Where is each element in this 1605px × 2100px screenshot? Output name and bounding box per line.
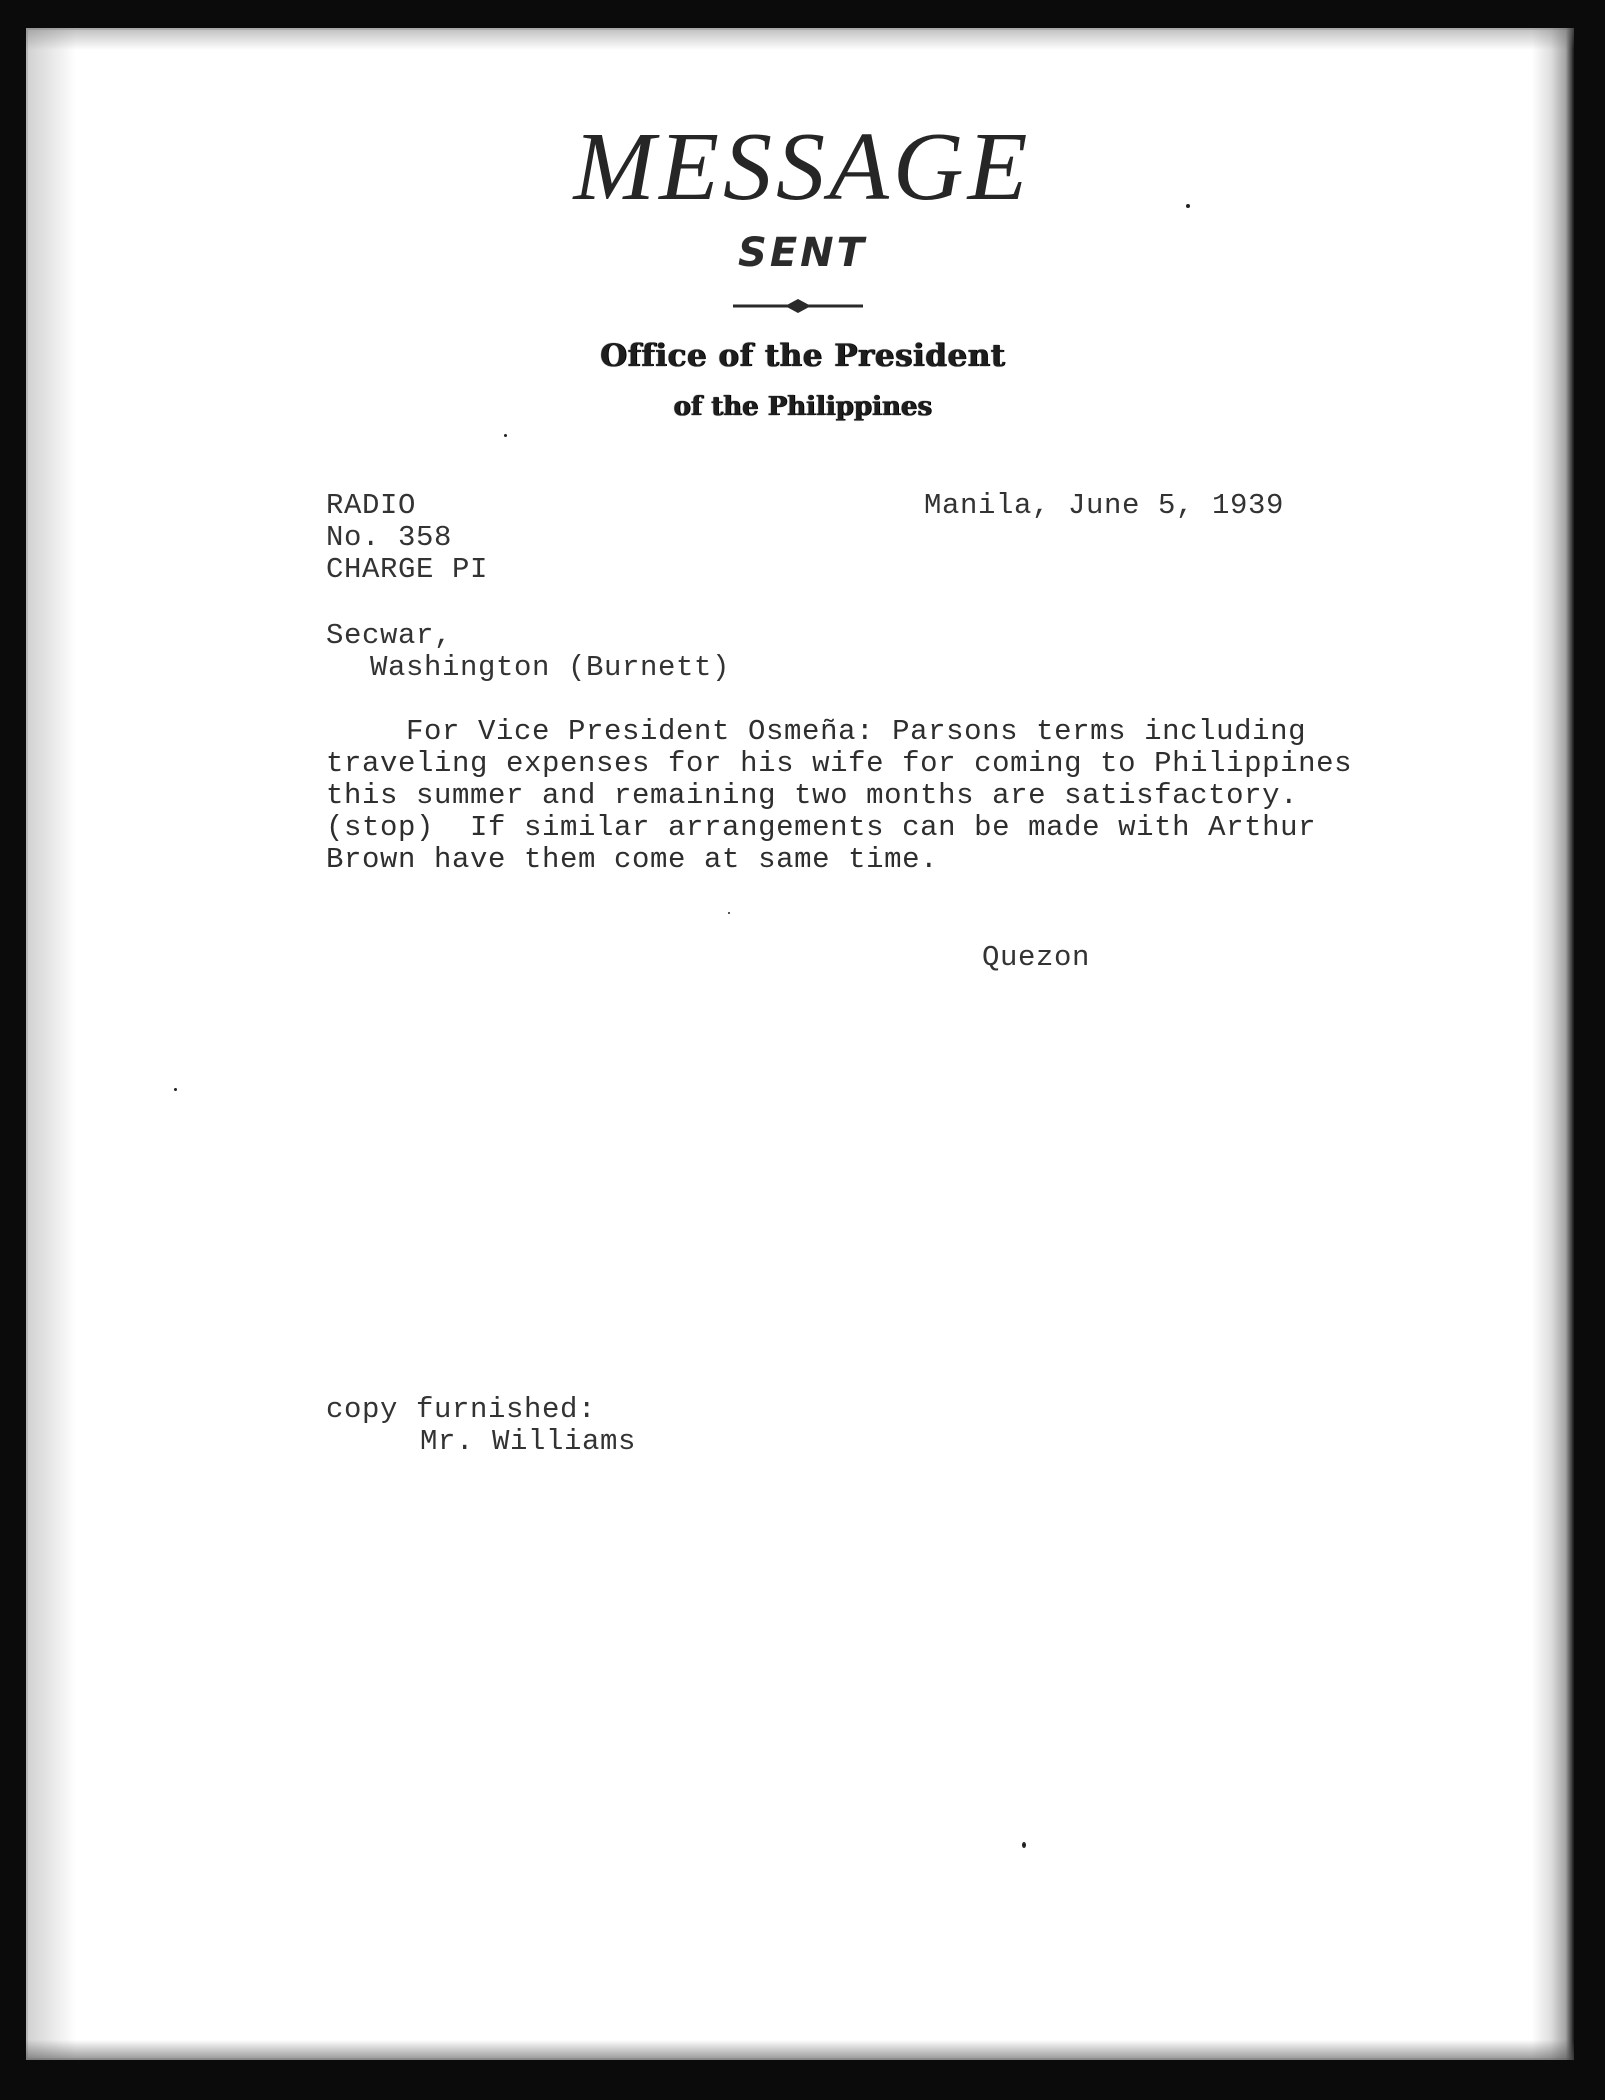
body-line-3: this summer and remaining two months are satisfactory. — [326, 779, 1299, 812]
body-line-5: Brown have them come at same time. — [326, 843, 939, 876]
addressee-line-1: Secwar, — [326, 619, 453, 652]
letterhead-title: MESSAGE — [573, 113, 1032, 221]
message-type: RADIO — [326, 489, 417, 522]
message-number: No. 358 — [326, 521, 453, 554]
message-charge: CHARGE PI — [326, 553, 489, 586]
page-edge-shadow-left — [26, 28, 76, 2060]
letterhead-office-line-2: of the Philippines — [673, 392, 932, 422]
document-page — [26, 28, 1574, 2060]
scan-speck — [504, 434, 507, 437]
letterhead-subtitle: SENT — [738, 230, 867, 276]
page-edge-shadow-right — [1532, 28, 1574, 2060]
page-edge-shadow-top — [26, 28, 1574, 50]
signature: Quezon — [982, 941, 1091, 974]
scan-speck — [728, 912, 730, 914]
scan-speck — [1186, 204, 1190, 208]
copy-furnished-label: copy furnished: — [326, 1393, 597, 1426]
body-line-2: traveling expenses for his wife for coming to Philippines — [326, 747, 1353, 780]
body-line-1: For Vice President Osmeña: Parsons terms including — [406, 715, 1307, 748]
place-date: Manila, June 5, 1939 — [924, 489, 1285, 522]
copy-furnished-recipient: Mr. Williams — [420, 1425, 637, 1458]
letterhead-office-line-1: Office of the President — [599, 338, 1006, 374]
divider-ornament — [733, 296, 863, 316]
body-line-4: (stop) If similar arrangements can be made with Arthur — [326, 811, 1317, 844]
scan-speck — [174, 1088, 177, 1091]
page-edge-shadow-bottom — [26, 2040, 1574, 2060]
addressee-line-2: Washington (Burnett) — [370, 651, 731, 684]
scan-speck — [1022, 1842, 1026, 1848]
